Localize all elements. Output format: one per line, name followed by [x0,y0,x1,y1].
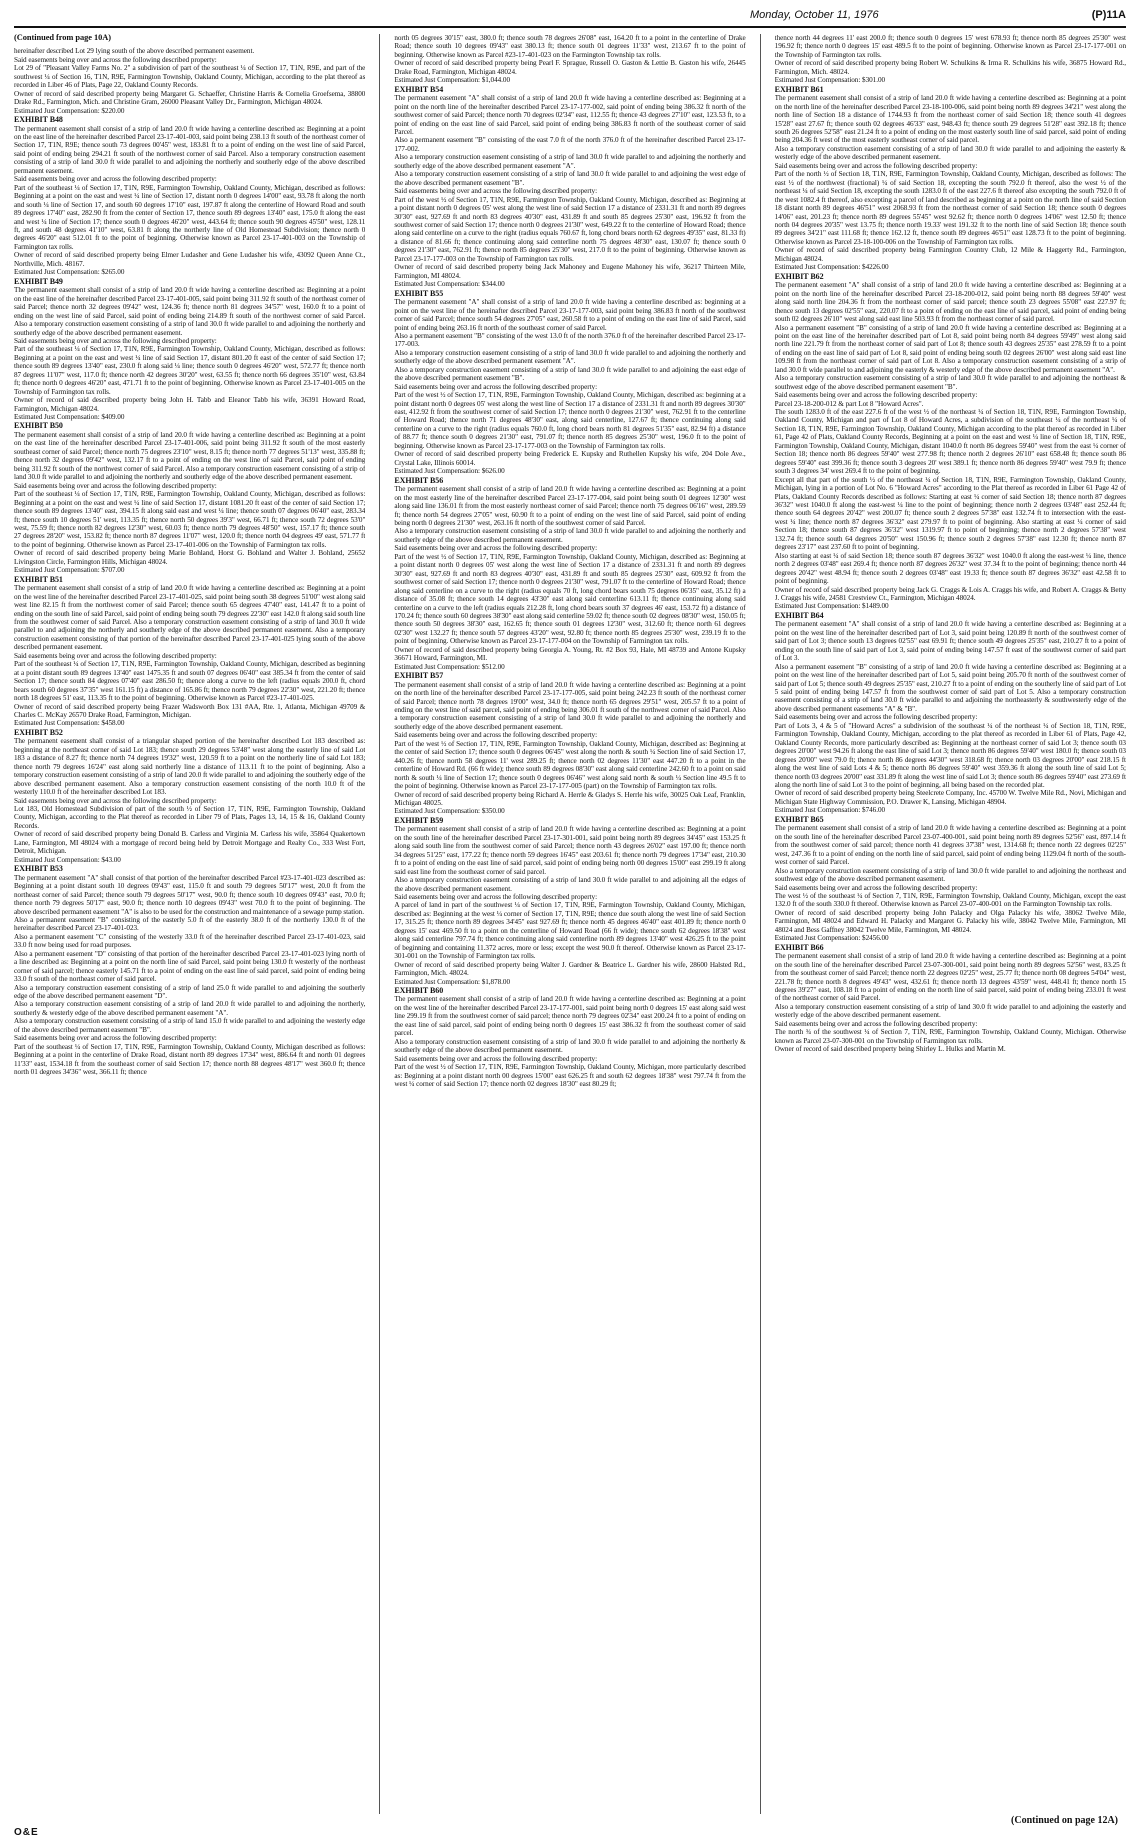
notice-paragraph: The west ½ of the southeast ¼ of Section 7, T1N, R9E, Farmington Township, Oakland County, Michigan, except the east 132.0 ft of the south 330.0 ft thereof. Otherwise known as Parcel 23-07-400-001 on the Farmington Township tax rolls. [774,891,1126,909]
notice-paragraph: Estimated Just Compensation: $1,044.00 [394,76,511,85]
notice-paragraph: Also starting at east ¼ of said Section 18; thence south 87 degrees 36'32" west 1040.0 ft along the east-west ¼ line, thence north 2 degrees 03'48" east 269.4 ft; thence north 87 degrees 26'32" west 37.34 ft to the point of beginning; thence north 44 degrees 20'42" west 48.94 ft; thence south 2 degrees 03'48" east 19.33 ft; thence south 87 degrees 36'32" east 42.58 ft to point of beginning. [774,551,1126,586]
notice-paragraph: Also a permanent easement "B" consisting of the easterly 5.0 ft of the easterly 38.0 ft of the northerly 130.0 ft of the hereinafter described Parcel 23-17-401-023. [14,915,366,933]
column-1 [14,34,365,1814]
notice-paragraph: Part of the west ½ of Section 17, T1N, R9E, Farmington Township, Oakland County, Michigan, described as: Beginning at the center of said Section 17; thence south 0 degrees 06'45" west along the north & south ¼ Section line of said Section 17, 440.26 ft; thence north 58 degrees 11' west 289.25 ft; thence north 02 degrees 11'30" east 447.20 ft to a point in the centerline of Howard Rd. (66 ft wide); thence south 89 degrees 08'30" east along said centerline 242.60 ft to a point on said north & south ¼ line of Section 17; thence south 0 degrees 06'46" west along said north & south ¼ Section line 49.5 ft to the point of beginning. Otherwise known as Parcel 23-17-177-005 (part) on the Township of Farmington tax rolls. [394,739,746,791]
notice-paragraph: Also a temporary construction easement consisting of a strip of land 30.0 ft wide parallel to and adjoining the east edge of the above described permanent easement "B". [394,365,746,383]
exhibit-heading: EXHIBIT B61 [774,84,824,94]
notice-paragraph: Said easements being over and across the following described property: [394,187,598,196]
notice-paragraph: Said easements being over and across the following described property: [14,796,217,805]
notice-paragraph: Owner of record of said described property being Jack Mahoney and Eugene Mahoney his wife, 36217 Thirteen Mile, Farmington, MI 48024. [394,263,746,280]
notice-paragraph: Also a temporary construction easement consisting of a strip of land 30.0 ft wide parallel to and adjoining the northerly & southerly edge of the above described permanent easement. [394,1037,746,1055]
notice-paragraph: The permanent easement shall consist of a strip of land 20.0 ft wide having a centerline described as: Beginning at a point on the east line of the hereinafter described Parcel 23-17-401-003, said point being 238.13 ft south of the northeast corner of Section 17, T1N, R9E; thence south 73 degrees 00'45" west, 183.81 ft to a point of ending on the west line of said Parcel, said point of ending being 294.21 ft south of the northwest corner of said Parcel. Also a temporary construction easement consisting of a strip of land 30.0 ft wide parallel to and adjoining the northerly and southerly edge of the above described permanent easement. [14,124,366,175]
notice-paragraph: Estimated Just Compensation: $220.00 [14,106,125,115]
notice-paragraph: Part of Lots 3, 4 & 5 of "Howard Acres" a subdivision of the southeast ¼ of the northeast ¼ of Section 18, T1N, R9E, Farmington Township, Oakland County, Michigan, according to the plat thereof as recorded in Liber 61 of Plats, Page 42, Oakland County Records, more particularly described as: Beginning at the northeast corner of said Lot 3; thence south 03 degrees 20'00" west 94.26 ft along the east line of said Lot 3; thence north 86 degrees 59'40" west 180.0 ft; thence south 03 degrees 20'00" west 79.0 ft; thence north 86 degrees 44'30" west 318.68 ft; thence north 03 degrees 20'00" east 218.15 ft along the west line of said Lots 4 & 5; thence north 86 degrees 59'40" west 359.36 ft along the south line of said Lot 5; thence north 03 degrees 20'00" east 331.89 ft along the west line of said Lot 3; thence south 86 degrees 59'40" east 273.69 ft along the north line of said Lot 3 to the point of beginning, all being based on the recorded plat. [774,721,1126,790]
legal-notice-columns [14,34,1126,1814]
notice-paragraph: Said easements being over and across the following described property: [14,651,217,660]
notice-paragraph: A parcel of land in part of the southwest ¼ of Section 17, T1N, R9E, Farmington Township, Oakland County, Michigan, described as: Beginning at the west ¼ corner of Section 17, T1N, R9E; thence due south along the west line of said Section 17, 315.25 ft; thence north 89 degrees 34'45" east 927.69 ft; thence north 45 degrees 46'40" east 401.89 ft; thence north 0 degrees 15' east 469.50 ft to a point on the centerline of Howard Road (66 ft wide); thence south 62 degrees 18'38" west along said centerline 797.74 ft; thence continuing along said centerline north 89 degrees 13'40" west 426.25 ft to the point of beginning and containing 11.372 acres, more or less; except the west 90.0 ft thereof. Otherwise known as Parcel 23-17-301-001 on the Township of Farmington tax rolls. [394,901,746,961]
notice-paragraph: Owner of record of said described property being Richard A. Herrle & Gladys S. Herrle his wife, 30025 Oak Leaf, Franklin, Michigan 48025. [394,790,746,807]
exhibit-heading: EXHIBIT B49 [14,276,63,286]
notice-paragraph: The permanent easement "A" shall consist of a strip of land 20.0 ft wide having a centerline described as: beginning at a point on the west line of the hereinafter described Parcel 23-17-177-003, said point being 386.83 ft north of the southwest corner of said Parcel; thence south 54 degrees 27'05" east, 260.58 ft to a point of ending on the east line of said Parcel, said point of ending being 263.16 ft north of the southeast corner of said Parcel. [394,298,746,332]
notice-paragraph: Part of the west ½ of Section 17, T1N, R9E, Farmington Township, Oakland County, Michigan, more particularly described as: Beginning at a point distant north 00 degrees 15'00" east 626.25 ft and south 62 degrees 18'38" west 797.74 ft from the west ¼ corner of said Section 17; thence north 02 degrees 18'30" east 80.29 ft; [394,1063,746,1089]
notice-paragraph: Also a permanent easement "B" consisting of the east 7.0 ft of the north 376.0 ft of the hereinafter described Parcel 23-17-177-002. [394,136,746,153]
notice-paragraph: Lot 183, Old Homestead Subdivision of part of the south ½ of Section 17, T1N, R9E, Farmington Township, Oakland County, Michigan, according to the Plat thereof as recorded in Liber 79 of Plats, Pages 13, 14, 15 & 16, Oakland County Records. [14,805,366,830]
continued-to-label: (Continued on page 12A) [1011,1815,1118,1826]
notice-paragraph: Also a temporary construction easement consisting of a strip of land 30.0 ft wide parallel to and adjoining the northerly and southerly edge of the above described permanent easement "A". [394,348,746,366]
notice-paragraph: Part of the southeast ¼ of Section 17, T1N, R9E, Farmington Township, Oakland County, Michigan, described as follows: Beginning at a point on the east and west ¼ line of Section 17, distant north 0 degrees 14'00" east, 93.78 ft along the north and south ¼ line of Section 17, and south 60 degrees 17'10" east, 197.87 ft along the centerline of Howard Road and south 89 degrees 17'40" east, 282.90 ft from the center of Section 17, thence south 89 degrees 13'40" east, 175.0 ft along the east and west ¼ line of Section 17; thence south 0 degrees 46'20" west, 443.64 ft; thence south 90 degrees 45'50" west, 128.11 ft, and south 48 degrees 41'10" west, 63.81 ft along the northerly line of Old Homestead Subdivision; thence north 0 degrees 46'20" east 512.01 ft to the point of beginning. Otherwise known as Parcel 23-17-401-003 on the Township of Farmington tax rolls. [14,183,366,251]
notice-paragraph: Part of the southeast ¼ of Section 17, T1N, R9E, Farmington Township, Oakland County, Michigan, described as beginning at a point distant south 89 degrees 13'40" east 1475.35 ft and south 07 degrees 06'40" east 385.34 ft from the center of said Section 17; thence south 84 degrees 07'40" east 286.50 ft; thence along a curve to the left (radius equals 200.0 ft, chord bears south 60 degrees 37'35" west 161.15 ft) a distance of 165.86 ft; thence north 79 degrees 22'30" west, 221.20 ft; thence north 18 degrees 51' east, 113.35 ft to the point of beginning. Otherwise known as Parcel #23-17-401-025. [14,660,366,703]
notice-paragraph: Said easements being over and across the following described property: [14,1034,217,1043]
exhibit-heading: EXHIBIT B60 [394,985,444,995]
notice-paragraph: Also a temporary construction easement consisting of a strip of land 30.0 ft wide parallel to and adjoining all the edges of the above described permanent easement. [394,876,746,893]
notice-paragraph: Estimated Just Compensation: $626.00 [394,467,505,476]
notice-paragraph: Owner of record of said described property being Steelcrete Company, Inc. 45700 W. Twelve Mile Rd., Novi, Michigan and Michigan State Highway Commission, P.O. Drawer K, Lansing, Michigan 48904. [774,789,1126,806]
notice-paragraph: Owner of record of said described property being Farmington Country Club, 12 Mile & Haggerty Rd., Farmington, Michigan 48024. [774,246,1126,263]
exhibit-heading: EXHIBIT B64 [774,610,824,620]
notice-paragraph: Said easements being over and across the following described property: [14,55,217,64]
exhibit-heading: EXHIBIT B62 [774,271,824,281]
exhibit-heading: EXHIBIT B56 [394,475,444,485]
exhibit-heading: EXHIBIT B52 [14,727,63,737]
exhibit-heading: EXHIBIT B66 [774,942,824,952]
notice-paragraph: Estimated Just Compensation: $1,878.00 [394,977,511,986]
notice-paragraph: thence north 44 degrees 11' east 200.0 ft; thence south 0 degrees 15' west 678.93 ft; thence north 85 degrees 25'30" west 196.92 ft; thence north 0 degrees 15' east 489.5 ft to the point of beginning. Otherwise known as Parcel 23-17-177-001 on the Township of Farmington tax rolls. [774,34,1126,59]
notice-paragraph: Said easements being over and across the following described property: [394,382,598,391]
notice-paragraph: The permanent easement "A" shall consist of that portion of the hereinafter described Parcel #23-17-401-023 described as: Beginning at a point distant south 10 degrees 09'43" east, 115.0 ft and south 79 degrees 50'17" west, 20.0 ft from the northeast corner of said Parcel; thence south 79 degrees 50'17" west, 90.0 ft; thence south 10 degrees 09'43" east, 70.0 ft; thence north 79 degrees 50'17" east, 90.0 ft; thence north 10 degrees 09'43" west 70.0 ft to the point of beginning. The above described permanent easement "A" is also to be used for the construction and maintenance of a sewage pump station. [14,873,366,916]
notice-paragraph: The permanent easement shall consist of a strip of land 20.0 ft wide having a centerline described as: Beginning at a point on the east line of the hereinafter described Parcel 23-17-401-005, said point being 311.92 ft south of the northeast corner of said Parcel; thence north 32 degrees 09'42" west, 124.36 ft; thence north 81 degrees 34'57" west, 160.0 ft to a point of ending on the west line of said Parcel, said point of ending being 214.89 ft south of the northwest corner of said Parcel. Also a temporary construction easement consisting of a strip of land 30.0 ft wide parallel to and adjoining the northerly and southerly edge of the above described permanent easement. [14,286,366,337]
notice-paragraph: Also a temporary construction easement consisting of a strip of land 30.0 ft wide parallel to and adjoining the west edge of the above described permanent easement "B". [394,170,746,187]
notice-paragraph: The permanent easement shall consist of a strip of land 20.0 ft wide having a centerline described as: Beginning at a point on the west line of the hereinafter described Parcel 23-17-401-025, said point being south 38 degrees 51'00" west along said west line 82.15 ft from the northwest corner of said Parcel; thence south 65 degrees 47'40" east, 141.47 ft to a point of ending on the south line of said Parcel, said point of ending being south 79 degrees 22'30" east 142.0 ft along said south line from the southwest corner of said Parcel. Also a temporary construction easement consisting of a strip of land 30.0 ft wide parallel to and adjoining the northerly and southerly edge of the above described permanent easement. Also a temporary construction easement consisting of that portion of the hereinafter described Parcel 23-17-401-025 lying south of the above described permanent easement. [14,584,366,652]
exhibit-heading: EXHIBIT B54 [394,84,444,94]
notice-paragraph: Estimated Just Compensation: $301.00 [774,76,886,85]
notice-paragraph: Part of the southeast ¼ of Section 17, T1N, R9E, Farmington Township, Oakland County, Michigan, described as follows: Beginning at a point on the east and west ¼ line of said Section 17, distant 1081.20 ft east of the center of said Section 17; thence south 89 degrees 13'40" east, 394.15 ft along said east and west ¼ line; thence south 07 degrees 06'40" east, 283.34 ft; thence south 10 degrees 51' west, 113.35 ft; thence north 50 degrees 39'3" west, 66.71 ft; thence south 72 degrees 53'0" west, 75.59 ft; thence north 82 degrees 12'30" west, 60.03 ft; thence north 79 degrees 48'50" west, 157.17 ft; thence south 27 degrees 28'20" west, 153.82 ft; thence north 87 degrees 11'07" west, 120.0 ft; thence north 04 degrees 49' east, 571.77 ft to the point of beginning. Otherwise known as Parcel 23-17-401-006 on the Township of Farmington tax rolls. [14,490,366,549]
exhibit-heading: EXHIBIT B55 [394,288,444,298]
notice-paragraph: Part of the west ½ of Section 17, T1N, R9E, Farmington Township, Oakland County, Michigan, described as: Beginning at a point distant north 0 degrees 05' west along the west line of Section 17 a distance of 2331.31 ft and north 89 degrees 30'30" east, 927.69 ft and north 83 degrees 40'30" east, 431.89 ft and south 85 degrees 25'30" east, 609.92 ft from the southwest corner of said Section 17; thence north 0 degrees 21'30" west, 791.07 ft to the centerline of Howard Road; thence along said centerline on a curve to the right (radius equals 70 ft, long chord bears south 75 degrees 06'35" east, 35.12 ft) a distance of 35.08 ft; thence south 14 degrees 43'30" east along said centerline 613.11 ft; thence continuing along said centerline on a curve to the left (radius equals 212.28 ft, long chord bears south 37 degrees 46' east, 153.72 ft) a distance of 170.24 ft; thence south 60 degrees 38'30" east along said centerline 59.02 ft; thence south 02 degrees 08'30" west, 150.05 ft; thence south 50 degrees 38'30" east, 162.65 ft; thence south 01 degrees 12'30" west, 312.60 ft; thence north 61 degrees 02'30" west 132.27 ft; thence south 57 degrees 43'20" west, 92.80 ft; thence north 85 degrees 25'30" west, 239.19 ft to the point of beginning. Otherwise known as Parcel 23-17-177-004 on the Township of Farmington tax rolls. [394,552,746,646]
notice-paragraph: Part of the southeast ¼ of Section 17, T1N, R9E, Farmington Township, Oakland County, Michigan, described as follows: Beginning at a point on the east and west ¼ line of said Section 17, distant 801.20 ft east of the center of said Section 17; thence south 89 degrees 13'40" east, 230.0 ft along said ¼ line; thence south 0 degrees 46'20" west, 572.77 ft; thence north 87 degrees 11'07" west, 117.0 ft; thence north 42 degrees 30'20" west, 63.55 ft; thence north 66 degrees 35'10" west, 63.84 ft; thence north 0 degrees 46'20" east, 471.71 ft to the point of beginning. Otherwise known as Parcel 23-17-401-005 on the Township of Farmington tax rolls. [14,345,366,396]
notice-paragraph: Owner of record of said described property being Pearl F. Sprague, Russell O. Gaston & Lettie B. Gaston his wife, 26445 Drake Road, Farmington, Michigan 48024. [394,59,746,76]
notice-paragraph: Said easements being over and across the following described property: [394,1054,598,1063]
notice-paragraph: The permanent easement shall consist of a triangular shaped portion of the hereinafter described Lot 183 described as: beginning at the northeast corner of said Lot 183; thence south 29 degrees 53'48" west along the easterly line of said Lot 183 a distance of 8.27 ft; thence north 74 degrees 19'32" west, 120.59 ft to a point on the northerly line of said Lot 183; thence north 79 degrees 16'24" east along said northerly line a distance of 113.11 ft to the point of beginning. Also a temporary construction easement consisting of a strip of land 20.0 ft wide parallel to and adjoining the southerly edge of the above described permanent easement. Also a temporary construction easement consisting of the north 10.0 ft of the westerly 110.0 ft of the hereinafter described Lot 183. [14,737,366,797]
notice-paragraph: north 05 degrees 30'15" east, 380.0 ft; thence south 78 degrees 26'08" east, 164.20 ft to a point in the centerline of Drake Road; thence south 10 degrees 09'43" east 380.13 ft; thence south 01 degrees 11'33" west, 213.67 ft to the point of beginning. Otherwise known as Parcel #23-17-401-023 on the Farmington Township tax rolls. [394,34,746,59]
notice-paragraph: Estimated Just Compensation: $746.00 [774,806,886,815]
notice-paragraph: Estimated Just Compensation: $344.00 [394,280,505,289]
exhibit-heading: EXHIBIT B57 [394,671,444,681]
notice-paragraph: Estimated Just Compensation: $4226.00 [774,263,889,272]
notice-paragraph: Estimated Just Compensation: $409.00 [14,413,125,422]
notice-paragraph: Owner of record of said described property being Jack G. Craggs & Lois A. Craggs his wife, and Robert A. Craggs & Betty J. Craggs his wife, 24581 Crestview Ct., Farmington, Michigan 48024. [774,585,1126,602]
notice-paragraph: Also a temporary construction easement consisting of a strip of land 20.0 ft wide parallel to and adjoining the northerly, southerly & westerly edge of the above described permanent easement "A". [14,1000,366,1017]
notice-paragraph: Said easements being over and across the following described property: [774,713,978,722]
notice-paragraph: The permanent easement shall consist of a strip of land 20.0 ft wide having a centerline described as: Beginning at a point on the north line of the hereinafter described Parcel 23-18-100-006, said point being north 89 degrees 34'21" west along the north line of Section 18 a distance of 1744.93 ft from the northeast corner of said Section 18; thence south 41 degrees 15'28" east 27.67 ft; thence south 02 degrees 46'33" east, 948.43 ft; thence south 29 degrees 51'28" east 392.18 ft; thence south 26 degrees 52'58" east 21.24 ft to a point of ending on the most easterly south line of said parcel, said point of ending being 204.36 ft west of the most easterly southeast corner of said parcel. [774,94,1126,145]
notice-paragraph: Also a temporary construction easement consisting of a strip of land 30.0 ft wide parallel to and adjoining the northerly and southerly edge of the above described permanent easement. [394,527,746,544]
notice-paragraph: Also a temporary construction easement consisting of a strip of land 30.0 ft wide parallel to and adjoining the northeast & southwest edge of the above described permanent easement "B". [774,374,1126,391]
notice-paragraph: Said easements being over and across the following described property: [774,391,978,400]
notice-paragraph: The permanent easement shall consist of a strip of land 20.0 ft wide having a centerline described as: Beginning at a point on the west line of the hereinafter described Parcel 23-17-177-001, said point being north 0 degrees 15' east along said west line 299.19 ft from the southwest corner of said parcel; thence north 79 degrees 02'34" east 200.24 ft to a point of ending on the east line of said parcel, said point of ending being north 0 degrees 15' east 386.32 ft from the southeast corner of said parcel. [394,995,746,1038]
exhibit-heading: EXHIBIT B53 [14,864,63,874]
notice-paragraph: Also a temporary construction easement consisting of a strip of land 30.0 ft wide parallel to and adjoining the northerly and southerly edge of the above described permanent easement "A". [394,153,746,170]
notice-paragraph: The north ¾ of the southwest ¼ of Section 7, T1N, R9E, Farmington Township, Oakland County, Michigan. Otherwise known as Parcel 23-07-300-001 on the Township of Farmington tax rolls. [774,1028,1126,1045]
notice-paragraph: Lot 29 of "Pleasant Valley Farms No. 2" a subdivision of part of the southeast ¼ of Section 17, T1N, R9E, and part of the southwest ¼ of Section 16, T1N, R9E, Farmington Township, Oakland County, Michigan, according to the plat thereof as recorded in Liber 46 of Plats, Page 22, Oakland County Records. [14,64,366,90]
notice-paragraph: Also a permanent easement "D" consisting of that portion of the hereinafter described Parcel 23-17-401-023 lying north of a line described as: Beginning at a point on the north line of said Parcel, said point being 130.0 ft westerly of the northeast corner of said parcel; thence easterly 145.71 ft to a point of ending on the east line of said parcel, said point of ending being 33.0 ft south of the northeast corner of said parcel. [14,949,366,984]
column-3 [775,34,1126,1814]
notice-paragraph: Except all that part of the south ½ of the northeast ¼ of Section 18, T1N, R9E, Farmington Township, Oakland County, Michigan, lying in a portion of Lot No. 6 "Howard Acres" according to the Plat thereof as recorded in Liber 61 Page 42 of Plats, Oakland County Records described as follows: Starting at east ¼ corner of said Section 18; thence north 87 degrees 36'32" west 1040.0 ft along the east-west ¼ line to the point of beginning; thence north 2 degrees 03'48" east 252.44 ft; thence south 64 degrees 20'42" west 200.07 ft; thence south 2 degrees 57'38" east 132.74 ft to intersection with the east-west ¼ line; thence north 87 degrees 36'32" east 279.97 ft to point of beginning. Also starting at east ¼ corner of said Section 18; thence south 87 degrees 36'32" west 1319.97 ft to point of beginning; thence north 2 degrees 57'38" west 132.74 ft; thence south 64 degrees 20'50" west 150.96 ft; thence south 2 degrees 57'38" east 12.30 ft; thence north 87 degrees 23'17" east 237.60 ft to point of beginning. [774,475,1126,552]
issue-date: Monday, October 11, 1976 [750,9,879,21]
notice-paragraph: Said easements being over and across the following described property: [394,544,598,553]
header-rule [14,26,1126,28]
notice-paragraph: Said easements being over and across the following described property: [774,161,978,170]
page-header [0,6,1140,24]
notice-paragraph: Also a temporary construction easement consisting of a strip of land 30.0 ft wide parallel to and adjoining the northeast and southwest edge of the above described permanent easement. [774,866,1126,884]
notice-paragraph: The south 1283.0 ft of the east 227.6 ft of the west ½ of the northeast ¼ of Section 18, T1N, R9E, Farmington Township, Oakland County, Michigan and part of Lot 8 of Howard Acres, a subdivision of the southeast ¼ of the northeast ¼ of Section 18, T1N, R9E, Farmington Township, Oakland County, Michigan according to the plat thereof as recorded in Liber 61, Page 42 of Plats, Oakland County Records, Beginning at a point on the east and west ¼ line of Section 18, T1N, R9E, Farmington Township, Oakland County, Michigan, distant 1040.0 ft north 86 degrees 59'40" west from the east ¼ corner of Section 18; thence north 86 degrees 59'40" west 277.98 ft; thence north 2 degrees 26'10" east 658.48 ft; thence south 86 degrees 59'40" east 399.36 ft; thence south 3 degrees 20' west 389.1 ft; thence north 86 degrees 59'40" west 79.9 ft; thence south 3 degrees 34' west 269.4 ft to the point of beginning. [774,408,1126,476]
notice-paragraph: The permanent easement shall consist of a strip of land 20.0 ft wide having a centerline described as: Beginning at a point on the east line of the hereinafter described Parcel 23-17-401-006, said point being 311.92 ft south of the most easterly southeast corner of said Parcel; thence north 75 degrees 23'10" west, 8.15 ft; thence north 77 degrees 51'13" west, 335.88 ft; thence north 32 degrees 09'42" west, 132.17 ft to a point of ending on the west line of said Parcel, said point of ending being 311.92 ft south of the northwest corner of said Parcel. Also a temporary construction easement consisting of a strip of land 30.0 ft wide parallel to and adjoining the northerly and southerly edge of the above described permanent easement. [14,430,366,482]
continued-from-label: (Continued from page 10A) [14,34,112,42]
notice-paragraph: Parcel 23-18-200-012 & part Lot 8 "Howard Acres". [774,399,924,408]
notice-paragraph: Estimated Just Compensation: $265.00 [14,268,125,277]
notice-paragraph: Also a temporary construction easement consisting of a strip of land 15.0 ft wide parallel to and adjoining the westerly edge of the above described permanent easement "B". [14,1017,366,1034]
notice-paragraph: Owner of record of said described property being Donald B. Carless and Virginia M. Carless his wife, 35864 Quakertown Lane, Farmington, MI 48024 with a mortgage of record being held by Detroit Mortgage and Realty Co., 333 West Fort, Detroit, Michigan. [14,830,366,856]
column-2 [394,34,745,1814]
notice-paragraph: Owner of record of said described property being Frederick E. Kupsky and Ruthellen Kupsky his wife, 204 Dole Ave., Crystal Lake, Illinois 60014. [394,450,746,467]
notice-paragraph: Also a temporary construction easement consisting of a strip of land 25.0 ft wide parallel to and adjoining the southerly edge of the above described permanent easement "D". [14,983,366,1001]
notice-paragraph: Also a permanent easement "C" consisting of the westerly 33.0 ft of the hereinafter described Parcel 23-17-401-023, said 33.0 ft now being used for road purposes. [14,932,366,950]
notice-paragraph: Owner of record of said described property being John H. Tabb and Eleanor Tabb his wife, 36391 Howard Road, Farmington, Michigan 48024. [14,396,366,413]
notice-paragraph: Owner of record of said described property being John Palacky and Olga Palacky his wife, 38062 Twelve Mile, Farmington, MI 48024 and Edward H. Palacky and Margaret G. Palacky his wife, 38042 Twelve Mile, Farmington, MI 48024 and Bess Gaffney 38042 Twelve Mile, Farmington, MI 48024. [774,908,1126,934]
notice-paragraph: Also a temporary construction easement consisting of a strip of land 30.0 ft wide parallel to and adjoining the easterly & westerly edge of the above described permanent easement. [774,144,1126,162]
notice-paragraph: Also a permanent easement "B" consisting of a strip of land 20.0 ft wide having a centerline described as: Beginning at a point on the east line of the hereinafter described part of Lot 8, said point being north 84 degrees 59'49" west along said north line 221.79 ft from the northeast corner of said part of Lot 8; thence south 43 degrees 25'35" east 278.59 ft to a point of ending on the east line of said part of Lot 8, said point of ending being south 02 degrees 26'00" west along said east line 109.98 ft from the northeast corner of said part of Lot 8. Also a temporary construction easement consisting of a strip of land 30.0 ft wide parallel to and adjoining the easterly & westerly edge of the above described permanent easement "A". [774,323,1126,374]
column-divider [379,34,380,1814]
notice-paragraph: Said easements being over and across the following described property: [394,731,598,740]
notice-paragraph: The permanent easement shall consist of a strip of land 20.0 ft wide having a centerline described as: Beginning at a point on the south line of the hereinafter described Parcel 23-07-400-001, said point being north 89 degrees 52'56" east, 897.14 ft from the southwest corner of said parcel; thence north 41 degrees 37'38" west, 1314.68 ft; thence north 22 degrees 02'25" west, 247.36 ft to a point of ending on the north line of said parcel, said point of ending being 1129.04 ft north of the south-west corner of said Parcel. [774,824,1126,867]
notice-paragraph: Estimated Just Compensation: $350.00 [394,807,505,816]
exhibit-heading: EXHIBIT B59 [394,815,444,825]
notice-paragraph: The permanent easement "A" shall consist of a strip of land 20.0 ft wide having a centerline described as: Beginning at a point on the north line of the hereinafter described Parcel 23-17-177-002, said point of ending being 386.32 ft north of the southwest corner of said Parcel; thence north 70 degrees 02'34" east, 112.55 ft; thence 43 degrees 27'10" east, 123.53 ft, to a point of ending on the east line of said Parcel, said point of ending being 386.83 ft north of the southeast corner of said Parcel. [394,94,746,137]
notice-paragraph: Owner of record of said described property being Elmer Ludasher and Gene Ludasher his wife, 43092 Queen Anne Ct., Northville, Mich. 48167. [14,251,366,268]
notice-paragraph: Said easements being over and across the following described property: [774,883,978,892]
notice-paragraph: Owner of record of said described property being Robert W. Schulkins & Irma R. Schulkins his wife, 36875 Howard Rd., Farmington, Mich. 48024. [774,59,1126,76]
notice-paragraph: Said easements being over and across the following described property: [394,893,598,901]
notice-paragraph: Part of the north ½ of Section 18, T1N, R9E, Farmington Township, Oakland County, Michigan, described as follows: The east ½ of the northwest (fractional) ¼ of said Section 18, excepting the south 792.0 ft thereof, also the west ½ of the northeast ¼ of said Section 18, excepting the south 1283.0 ft of the east 227.6 ft thereof also excepting the south 792.0 ft of the west 1082.4 ft thereof, also excepting a parcel of land described as beginning at a point on the north line of said Section 18 distant north 89 degrees 46'51" west 2068.93 ft from the northeast corner of said Section 18; thence south 0 degrees 14'06" east, 201.23 ft; thence north 89 degrees 55'45" west 92.62 ft; thence north 0 degrees 14'06" west 12.50 ft; thence north 04 degrees 20'35" west 13.75 ft; thence north 19.33' west 191.32 ft to the north line of said Section 18; thence south 89 degrees 34'21" east 111.68 ft; thence 162.12 ft, thence south 89 degrees 46'51" east 128.73 ft to the point of beginning. Otherwise known as Parcel 23-18-100-006 on the Township of Farmington tax rolls. [774,170,1126,246]
notice-paragraph: The permanent easement "A" shall consist of a strip of land 20.0 ft wide having a centerline described as: Beginning at a point on the north line of the hereinafter described Parcel 23-18-200-012, said point being north 88 degrees 59'40" west along said north line 204.36 ft from the northeast corner of said parcel; thence south 23 degrees 55'08" east 227.97 ft; thence south 13 degrees 02'55" east, 220.07 ft to a point of ending on the east line of said parcel, said point of ending being south 02 degrees 26'10" west along said east line 503.93 ft from the northeast corner of said parcel. [774,281,1126,324]
notice-paragraph: Said easements being over and across the following described property: [774,1019,978,1028]
notice-paragraph: Said easements being over and across the following described property: [14,175,217,184]
notice-paragraph: Also a temporary construction easement consisting of a strip of land 30.0 ft wide parallel to and adjoining the easterly and westerly edge of the above described permanent easement. [774,1002,1126,1020]
exhibit-heading: EXHIBIT B51 [14,574,63,584]
notice-paragraph: Part of the west ½ of Section 17, T1N, R9E, Farmington Township, Oakland County, Michigan, described as: Beginning at a point distant north 0 degrees 05' west along the west line of said Section 17 a distance of 2331.31 ft and north 89 degrees 30'30" east, 927.69 ft and north 83 degrees 40'30" east, 431.89 ft and south 85 degrees 25'30" east, 196.92 ft from the southwest corner of said Section 17; thence north 0 degrees 21'30" west, 649.22 ft to the centerline of Howard Road; thence along said centerline on a curve to the right (radius equals 760.67 ft, long chord bears north 62 degrees 49'35" east, 81.33 ft) a distance of 81.66 ft; thence continuing along said centerline north 75 degrees 48'30" east, 130.07 ft; thence south 0 degrees 21'30" east, 762.91 ft; thence north 85 degrees 25'30" west, 217.0 ft to the point of beginning. Otherwise known as Parcel 23-17-177-003 on the Township of Farmington tax rolls. [394,195,746,263]
page-number: (P)11A [1091,9,1126,21]
notice-paragraph: Owner of record of said described property being Margaret G. Schaeffer, Christine Harris & Cornelia Groefsema, 38800 Drake Rd., Farmington, Mich. and Christine Gram, 26000 Pleasant Valley Dr., Farmington, Michigan 48024. [14,89,366,107]
notice-paragraph: Part of the west ½ of Section 17, T1N, R9E, Farmington Township, Oakland County, Michigan, described as: beginning at a point distant north 0 degrees 05' west along the west line of Section 17 a distance of 2331.31 ft and north 89 degrees 30'30" east, 412.92 ft from the southwest corner of said Section 17; thence north 0 degrees 21'30" west, 762.91 ft to the centerline of Howard Road; thence north 71 degrees 48'30" east, along said centerline, 127.67 ft; thence continuing along said centerline on a curve to the right (radius equals 760.0 ft, long chord bears north 81 degrees 51'35" east, 82.94 ft) a distance of 88.77 ft; thence south 0 degrees 21'30" east, 791.07 ft; thence north 85 degrees 25'30" west, 196.0 ft to the point of beginning. Otherwise known as Parcel 23-17-177-003 on the Township of Farmington tax rolls. [394,391,746,450]
column-divider [760,34,761,1814]
notice-paragraph: Estimated Just Compensation: $458.00 [14,719,125,728]
notice-paragraph: Estimated Just Compensation: $1489.00 [774,602,889,611]
notice-paragraph: Part of the southeast ¼ of Section 17, T1N, R9E, Farmington Township, Oakland County, Michigan described as follows: Beginning at a point in the centerline of Drake Road, distant north 89 degrees 17'34" west, 886.64 ft and north 01 degrees 11'33" east, 1534.18 ft from the southeast corner of said Section 17; thence north 88 degrees 48'17" west 360.0 ft; thence north 01 degrees 34'36" west, 366.11 ft; thence [14,1042,366,1077]
exhibit-heading: EXHIBIT B50 [14,421,63,431]
notice-paragraph: Also a permanent easement "B" consisting of a strip of land 20.0 ft wide having a centerline described as: Beginning at a point on the west line of the hereinafter described part of Lot 5, said point being 205.70 ft north of the southwest corner of said part of Lot 5; thence south 49 degrees 25'35" east, 210.27 ft to a point of ending on the southerly line of said part of Lot 5 said point of ending being 147.57 ft from the southwest corner of said part of Lot 5. Also a temporary construction easement consisting of a strip of land 30.0 ft wide parallel to and adjoining the northeasterly & southwesterly edge of the above described permanent easements "A" & "B". [774,662,1126,713]
notice-paragraph: Estimated Just Compensation: $43.00 [14,855,121,864]
notice-paragraph: Estimated Just Compensation: $707.00 [14,566,125,575]
notice-paragraph: Estimated Just Compensation: $2456.00 [774,934,889,943]
notice-paragraph: The permanent easement "A" shall consist of a strip of land 20.0 ft wide having a centerline described as: Beginning at a point on the west line of the hereinafter described part of Lot 3, said point being 120.89 ft north of the southwest corner of said part of Lot 3; thence south 13 degrees 02'55" east 69.91 ft; thence south 49 degrees 25'35" east, 210.27 ft to a point of ending on the south line of said part of Lot 3, said point of ending being 147.57 ft east of the southwest corner of said part of Lot 3. [774,620,1126,663]
notice-paragraph: Owner of record of said described property being Walter J. Gardner & Beatrice L. Gardner his wife, 28600 Halsted Rd., Farmington, Mich. 48024. [394,960,746,978]
notice-paragraph: Said easements being over and across the following described property: [14,481,217,490]
notice-paragraph: Owner of record of said described property being Frazer Wadsworth Box 131 #AA, Rte. 1, Atlanta, Michigan 49709 & Charles C. McKay 26570 Drake Road, Farmington, Michigan. [14,702,366,719]
notice-paragraph: Owner of record of said described property being Shirley L. Hulks and Martin M. [774,1045,1006,1054]
notice-paragraph: The permanent easement shall consist of a strip of land 20.0 ft wide having a centerline described as: Beginning at a point on the north line of the hereinafter described Parcel 23-17-177-005, said point being 242.23 ft south of the northeast corner of said Parcel; thence north 78 degrees 19'00" west, 34.0 ft; thence north 65 degrees 29'51" west, 205.57 ft to a point of ending on the west line of said parcel, said point of ending being 306.01 ft south of the northwest corner of said Parcel. Also a temporary construction easement consisting of a strip of land 30.0 ft wide parallel to and adjoining the northerly and southerly edge of the above described permanent easement. [394,680,746,731]
exhibit-heading: EXHIBIT B65 [774,814,824,824]
notice-paragraph: Said easements being over and across the following described property: [14,336,217,345]
notice-paragraph: The permanent easement shall consist of a strip of land 20.0 ft wide having a centerline described as: Beginning at a point on the most easterly line of the hereinafter described Parcel 23-17-177-004, said point being south 01 degrees 12'30" west along said line 136.01 ft from the most easterly northeast corner of said Parcel; thence north 75 degrees 06'16" west, 289.59 ft; thence north 54 degrees 27'05" west, 60.90 ft to a point of ending on the west line of said Parcel, said point of ending being north 0 degrees 21'30" west, 263.16 ft north of the southwest corner of said Parcel. [394,485,746,527]
publication-code: O&E [14,1827,39,1838]
notice-paragraph: Owner of record of said described property being Georgia A. Young, Rt. #2 Box 93, Hale, MI 48739 and Antone Kupsky 36671 Howard, Farmington, MI. [394,645,746,663]
notice-paragraph: hereinafter described Lot 29 lying south of the above described permanent easement. [14,47,255,56]
notice-paragraph: Owner of record of said described property being Marie Bohland, Horst G. Bohland and Walter J. Bohland, 25652 Livingston Circle, Farmington Hills, Michigan 48024. [14,549,366,566]
notice-paragraph: Also a permanent easement "B" consisting of the west 13.0 ft of the north 376.0 ft of the hereinafter described Parcel 23-17-177-003. [394,331,746,349]
notice-paragraph: The permanent easement shall consist of a strip of land 20.0 ft wide having a centerline described as: Beginning at a point on the south line of the hereinafter described Parcel 23-07-300-001, said point being north 89 degrees 52'56" west, 83.25 ft from the southeast corner of said Parcel; thence north 22 degrees 02'25" west, 25.77 ft; thence north 08 degrees 54'04" west, 221.78 ft; thence north 8 degrees 49'43" west, 432.61 ft; thence north 13 degrees 43'59" west, 448.41 ft; thence north 15 degrees 39'27" east, 108.18 ft to a point of ending on the north line of said parcel, said point of ending being 233.01 ft west of the northeast corner of said Parcel. [774,952,1126,1003]
notice-paragraph: The permanent easement shall consist of a strip of land 20.0 ft wide having a centerline described as: Beginning at a point on the south line of the hereinafter described Parcel 23-17-301-001, said point being north 89 degrees 34'45" east 153.25 ft along said south line from the southwest corner of said Parcel; thence north 43 degrees 26'02" east 197.00 ft; thence north 34 degrees 51'25" east, 177.22 ft; thence north 59 degrees 16'45" east 203.61 ft; thence north 79 degrees 17'34" east, 210.30 ft to a point of ending on the east line of said parcel, said point of ending being north 00 degrees 15'00" east 299.19 ft along said east line from the southeast corner of said parcel. [394,825,746,876]
exhibit-heading: EXHIBIT B48 [14,115,63,125]
notice-paragraph: Estimated Just Compensation: $512.00 [394,662,505,671]
